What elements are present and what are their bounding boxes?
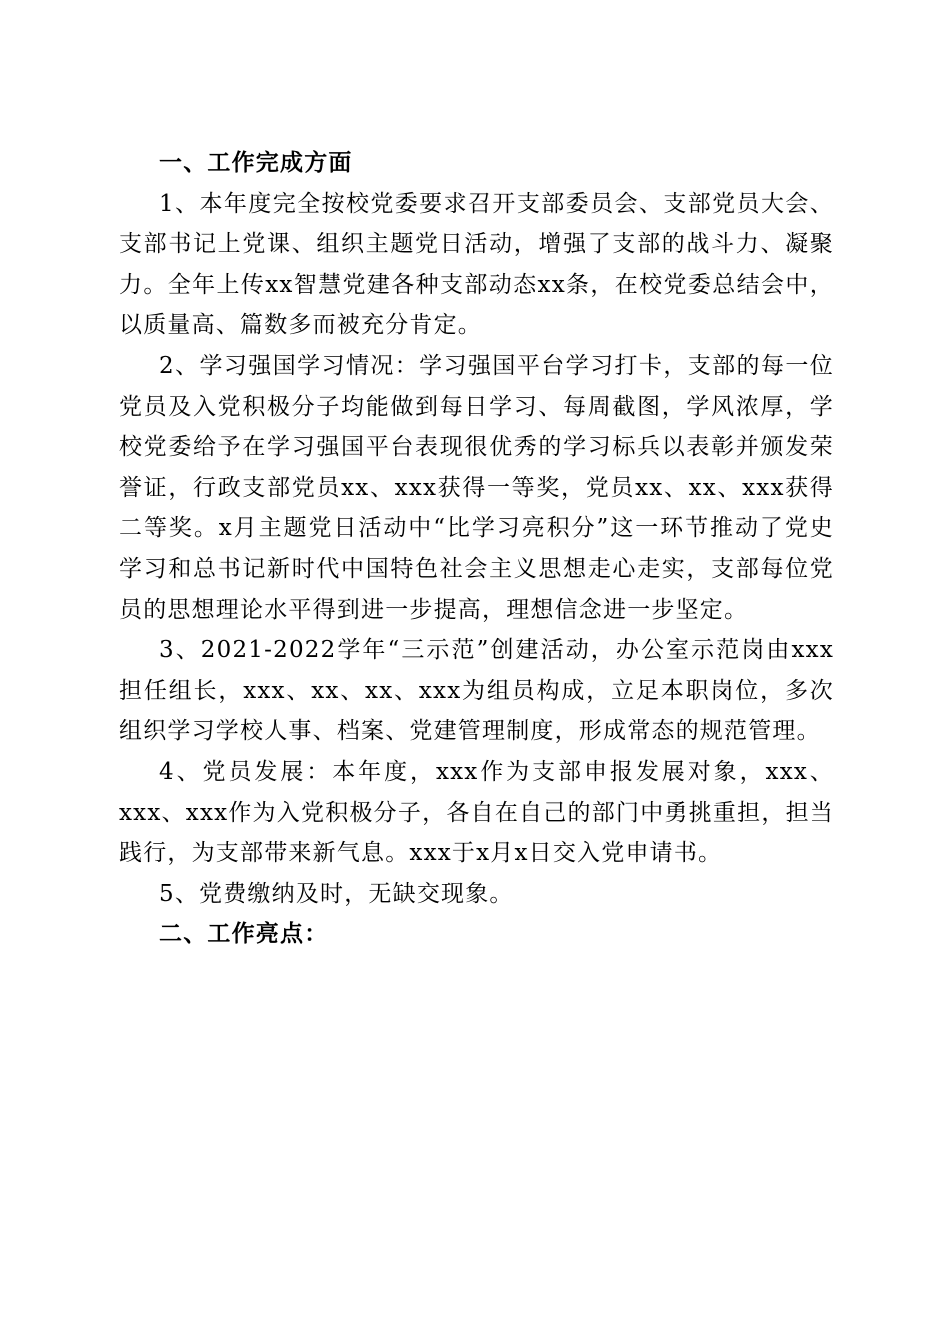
section-heading-highlights: 二、工作亮点： (159, 921, 329, 948)
paragraph-item-3: 3、2021-2022学年“三示范”创建活动，办公室示范岗由xxx担任组长，xxx、xx、xx、xxx为组员构成，立足本职岗位，多次组织学习学校人事、档案、党建管理制度，形成常态的规范管理。 (119, 637, 834, 745)
paragraph-item-1: 1、本年度完全按校党委要求召开支部委员会、支部党员大会、支部书记上党课、组织主题党日活动，增强了支部的战斗力、凝聚力。全年上传xx智慧党建各种支部动态xx条，在校党委总结会中，以质量高、篇数多而被充分肯定。 (119, 190, 834, 339)
section-heading-work-completion: 一、工作完成方面 (159, 150, 353, 176)
document-body (119, 143, 834, 955)
paragraph-item-2: 2、学习强国学习情况：学习强国平台学习打卡，支部的每一位党员及入党积极分子均能做到每日学习、每周截图，学风浓厚，学校党委给予在学习强国平台表现很优秀的学习标兵以表彰并颁发荣誉证，行政支部党员xx、xxx获得一等奖，党员xx、xx、xxx获得二等奖。x月主题党日活动中“比学习亮积分”这一环节推动了党史学习和总书记新时代中国特色社会主义思想走心走实，支部每位党员的思想理论水平得到进一步提高，理想信念进一步坚定。 (119, 352, 834, 623)
paragraph-item-5: 5、党费缴纳及时，无缺交现象。 (159, 880, 514, 907)
paragraph-item-4: 4、党员发展：本年度，xxx作为支部申报发展对象，xxx、xxx、xxx作为入党积极分子，各自在自己的部门中勇挑重担，担当践行，为支部带来新气息。xxx于x月x日交入党申请书。 (119, 758, 834, 867)
